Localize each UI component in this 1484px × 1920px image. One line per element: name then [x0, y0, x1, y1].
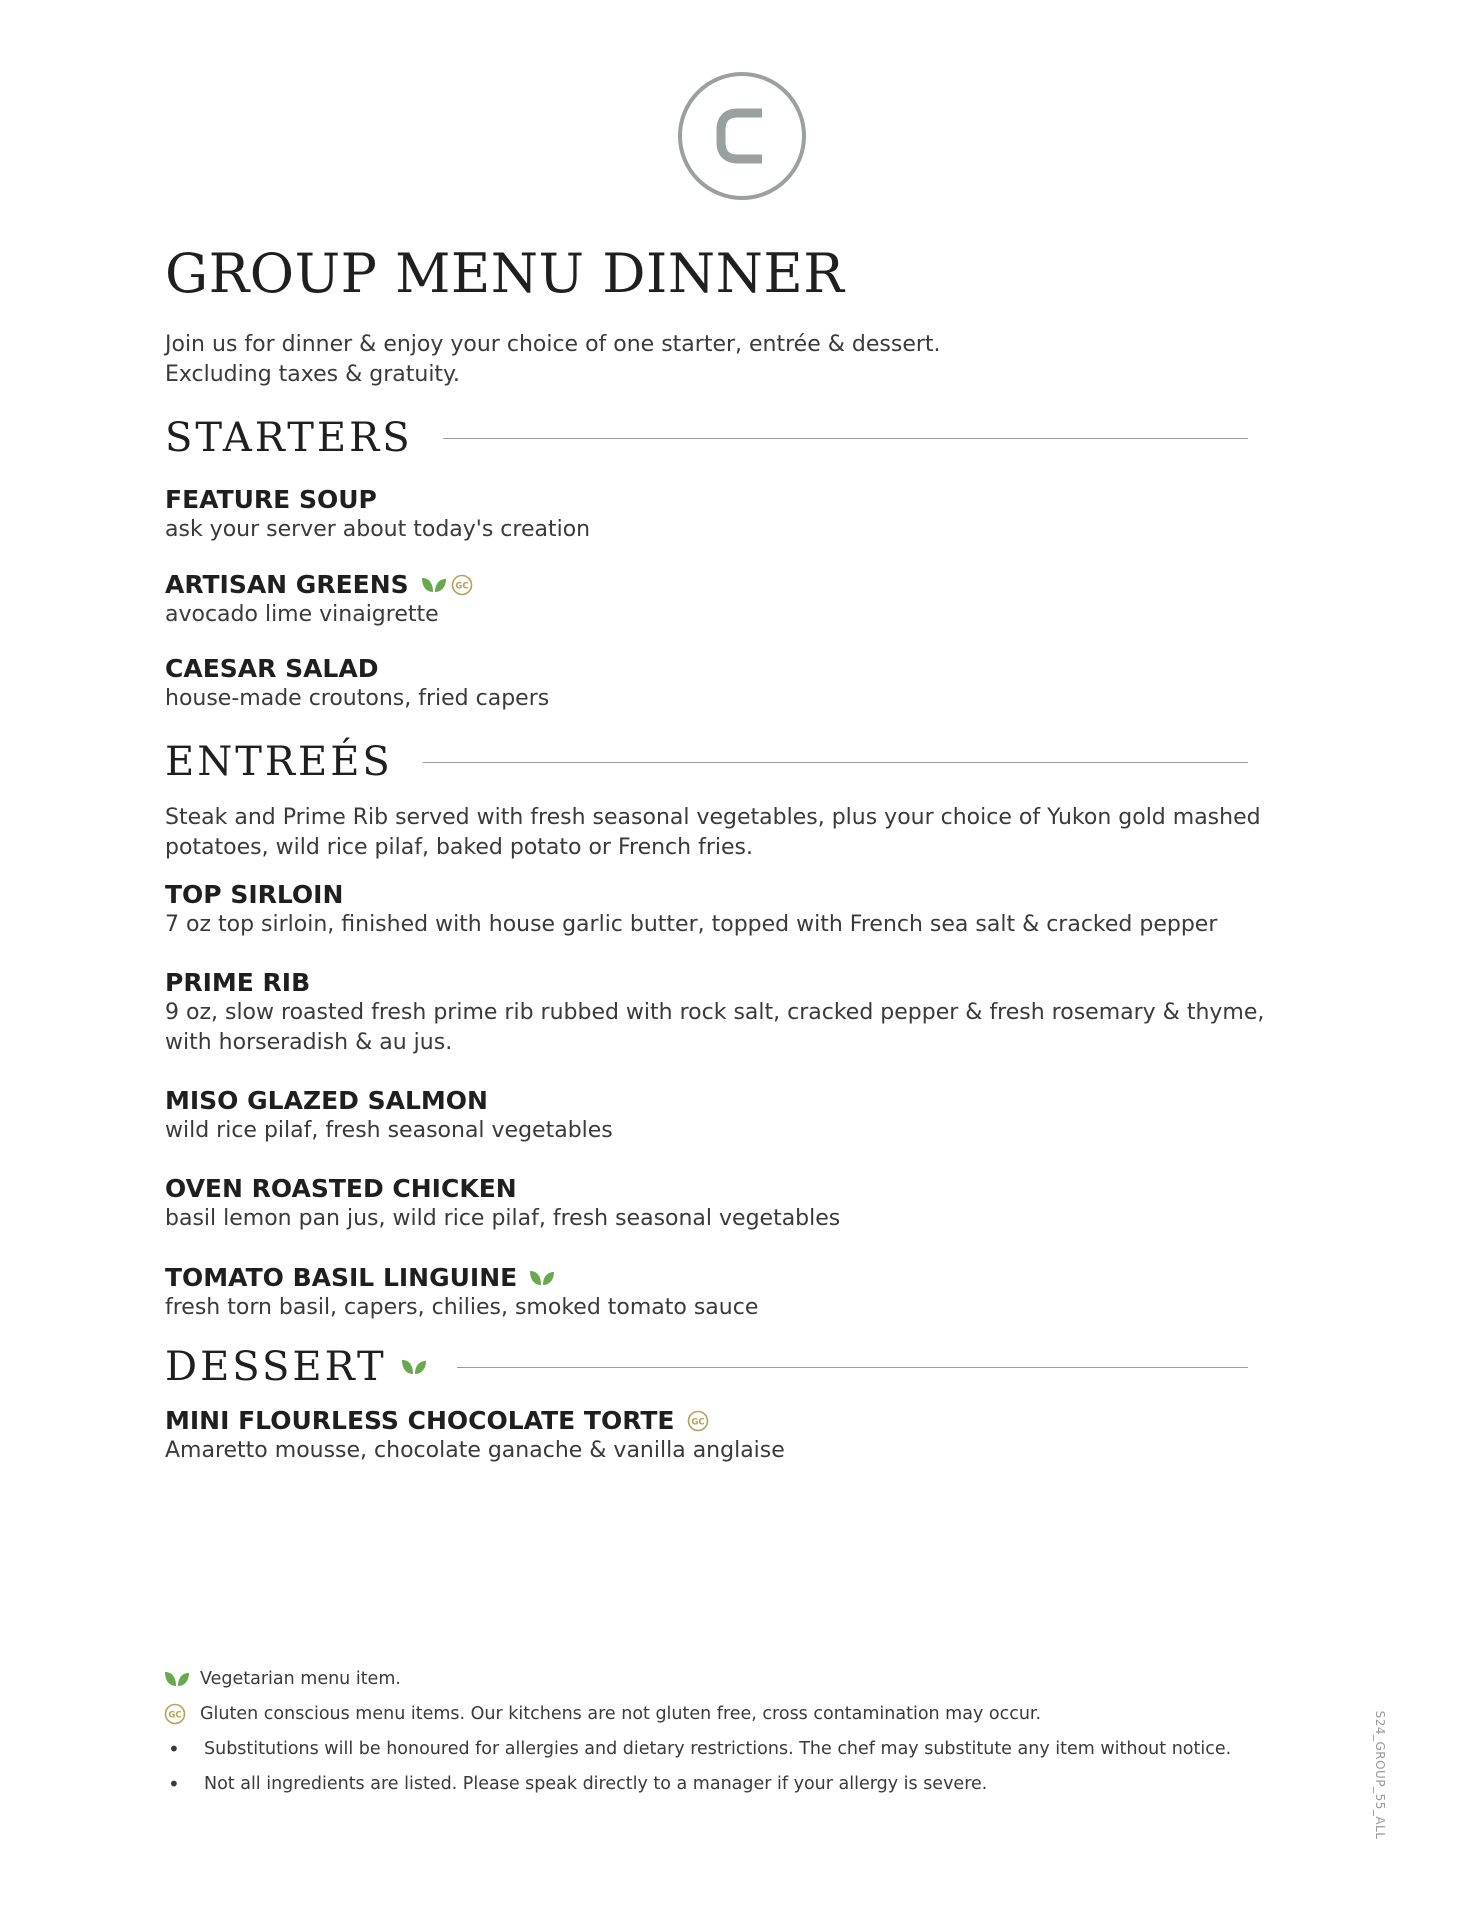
intro-text — [165, 330, 941, 390]
legend-text: Vegetarian menu item. — [200, 1668, 401, 1689]
intro-line: Excluding taxes & gratuity. — [165, 362, 460, 387]
item-name: CAESAR SALAD — [165, 654, 379, 683]
item-description: with horseradish & au jus. — [165, 1030, 453, 1055]
leaf-icon — [401, 1358, 427, 1376]
leaf-icon — [421, 576, 447, 594]
menu-item — [165, 968, 1265, 1058]
legend — [164, 1661, 1231, 1801]
legend-text: Gluten conscious menu items. Our kitchens are not gluten free, cross contamination may occur. — [200, 1703, 1042, 1724]
legend-row — [164, 1661, 1231, 1696]
legend-marker — [164, 1670, 200, 1688]
menu-item — [165, 1263, 1265, 1323]
menu-item — [165, 880, 1265, 940]
leaf-icon — [164, 1670, 190, 1688]
section-title-entrees: ENTREÉS — [165, 739, 393, 785]
gc-icon — [164, 1703, 186, 1725]
gc-icon — [687, 1410, 709, 1432]
entrees-section-header — [165, 737, 1248, 787]
section-divider — [423, 762, 1248, 763]
item-name: MINI FLOURLESS CHOCOLATE TORTE GC — [165, 1406, 1265, 1436]
menu-item — [165, 570, 1265, 630]
leaf-icon — [529, 1269, 555, 1287]
item-name: TOMATO BASIL LINGUINE — [165, 1263, 1265, 1293]
item-description: 9 oz, slow roasted fresh prime rib rubbed with rock salt, cracked pepper & fresh rosemary & thyme, — [165, 1000, 1265, 1025]
svg-text:GC: GC — [690, 1417, 705, 1428]
item-description: basil lemon pan jus, wild rice pilaf, fresh seasonal vegetables — [165, 1206, 841, 1231]
section-title-dessert: DESSERT — [165, 1344, 387, 1390]
menu-item — [165, 485, 1265, 545]
item-name: ARTISAN GREENS GC — [165, 570, 1265, 600]
entrees-intro-line: potatoes, wild rice pilaf, baked potato or French fries. — [165, 835, 753, 860]
menu-item — [165, 1086, 1265, 1146]
document-code: S24_GROUP_55_ALL — [1373, 1710, 1387, 1840]
section-divider — [443, 438, 1248, 439]
gc-icon — [451, 574, 473, 596]
item-description: house-made croutons, fried capers — [165, 686, 550, 711]
item-description: Amaretto mousse, chocolate ganache & vanilla anglaise — [165, 1438, 785, 1463]
item-name: FEATURE SOUP — [165, 485, 377, 514]
item-name: OVEN ROASTED CHICKEN — [165, 1174, 517, 1203]
item-description: 7 oz top sirloin, finished with house garlic butter, topped with French sea salt & cracked pepper — [165, 912, 1218, 937]
item-name: MISO GLAZED SALMON — [165, 1086, 488, 1115]
legend-row — [164, 1696, 1231, 1731]
item-description: fresh torn basil, capers, chilies, smoked tomato sauce — [165, 1295, 759, 1320]
legend-row — [164, 1766, 1231, 1801]
menu-item — [165, 1174, 1265, 1234]
section-title-starters: STARTERS — [165, 415, 413, 461]
legend-row — [164, 1731, 1231, 1766]
dessert-section-header — [165, 1342, 1248, 1392]
menu-item — [165, 654, 1265, 714]
page-title: GROUP MENU DINNER — [165, 242, 845, 305]
item-description: avocado lime vinaigrette — [165, 602, 439, 627]
intro-line: Join us for dinner & enjoy your choice of one starter, entrée & dessert. — [165, 332, 941, 357]
entrees-intro — [165, 803, 1275, 863]
item-description: ask your server about today's creation — [165, 517, 591, 542]
bullet-icon: • — [168, 1771, 180, 1796]
svg-text:GC: GC — [168, 1710, 182, 1720]
section-divider — [457, 1367, 1248, 1368]
item-name: TOP SIRLOIN — [165, 880, 344, 909]
menu-item — [165, 1406, 1265, 1466]
c-circle-logo — [676, 70, 808, 202]
bullet-icon: • — [168, 1736, 180, 1761]
legend-text: Not all ingredients are listed. Please speak directly to a manager if your allergy is severe. — [204, 1773, 988, 1794]
legend-text: Substitutions will be honoured for allergies and dietary restrictions. The chef may substitute any item without notice. — [204, 1738, 1232, 1759]
legend-marker — [164, 1703, 200, 1725]
item-description: wild rice pilaf, fresh seasonal vegetables — [165, 1118, 613, 1143]
entrees-intro-line: Steak and Prime Rib served with fresh seasonal vegetables, plus your choice of Yukon gold mashed — [165, 805, 1261, 830]
svg-text:GC: GC — [455, 581, 469, 592]
starters-section-header — [165, 413, 1248, 463]
item-name: PRIME RIB — [165, 968, 311, 997]
